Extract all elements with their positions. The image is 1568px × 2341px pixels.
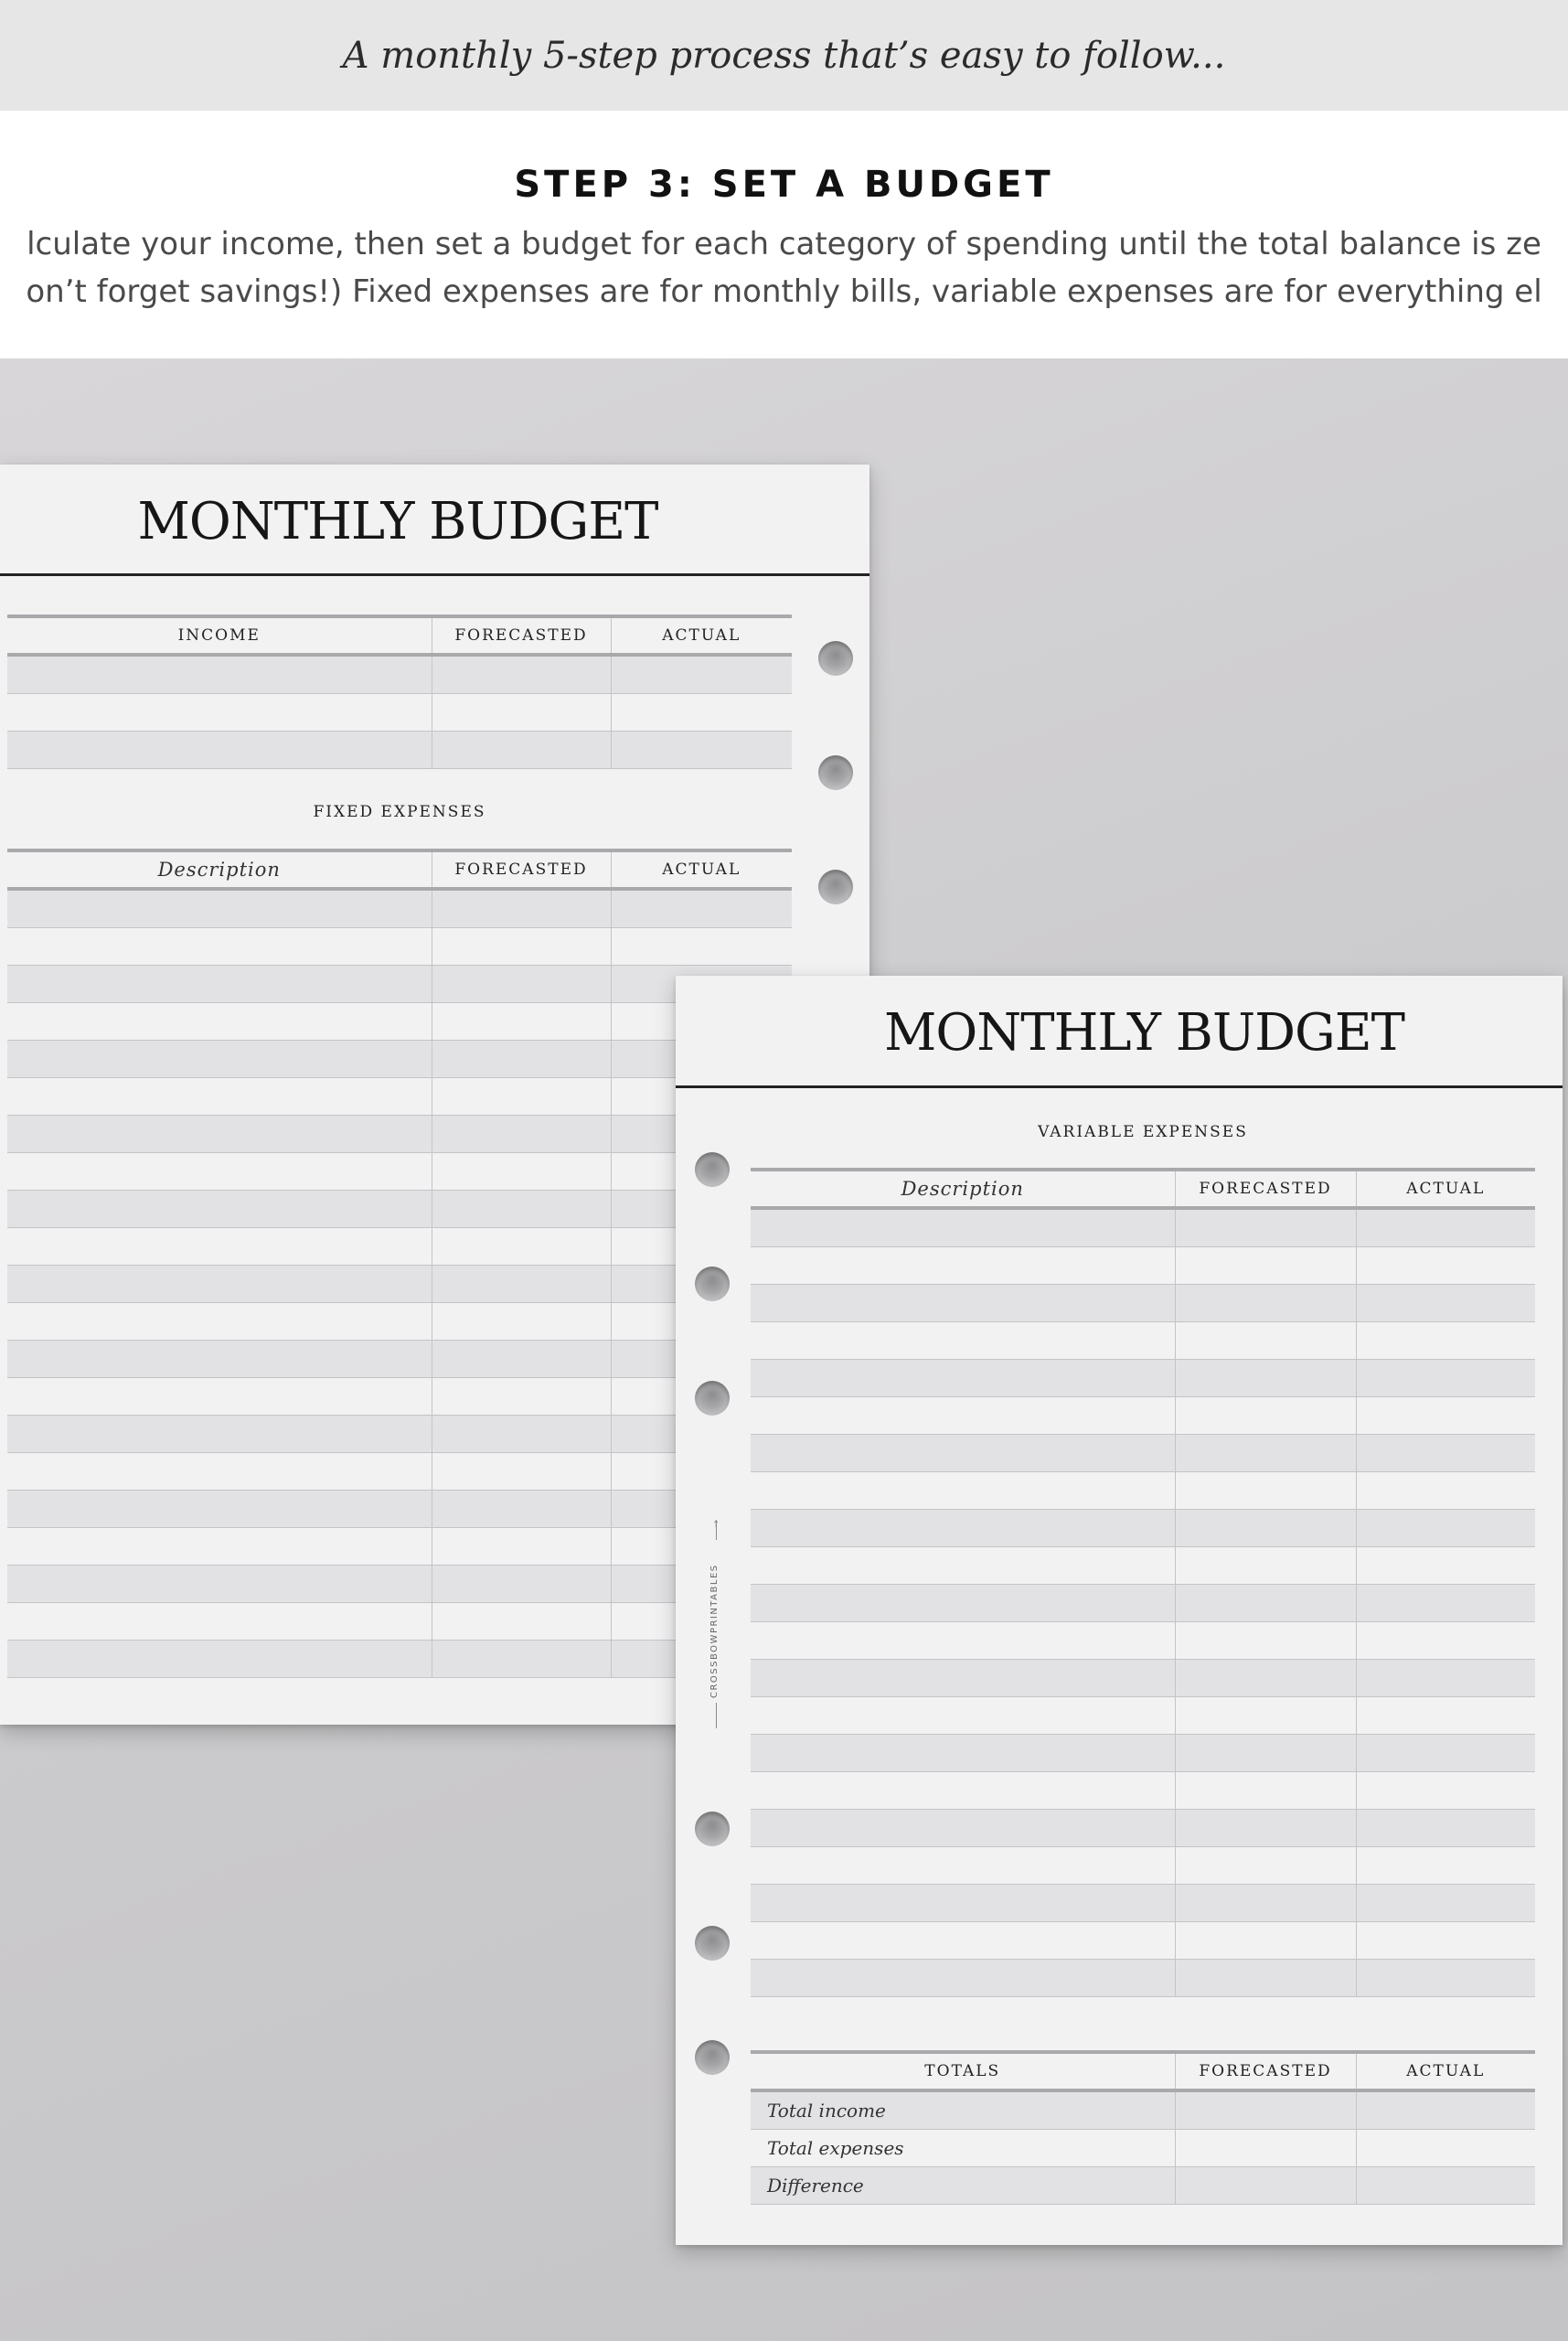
table-cell bbox=[7, 1566, 432, 1603]
totals-row-label: Total income bbox=[751, 2090, 1175, 2130]
table-cell bbox=[7, 966, 432, 1003]
table-cell bbox=[751, 1847, 1175, 1885]
table-cell bbox=[751, 1660, 1175, 1697]
top-banner bbox=[0, 0, 1568, 111]
table-cell bbox=[751, 1435, 1175, 1472]
table-cell bbox=[1356, 1360, 1535, 1397]
table-cell bbox=[1356, 1697, 1535, 1735]
sheet-title: MONTHLY BUDGET bbox=[137, 492, 658, 551]
table-cell bbox=[1175, 1585, 1356, 1622]
table-cell bbox=[7, 1116, 432, 1153]
totals-table-header bbox=[751, 2052, 1535, 2090]
table-cell bbox=[7, 1491, 432, 1528]
fixed-expenses-label: FIXED EXPENSES bbox=[313, 803, 486, 821]
binder-hole bbox=[818, 641, 853, 676]
table-row bbox=[751, 1922, 1535, 1960]
table-cell bbox=[1356, 1208, 1535, 1247]
table-cell bbox=[432, 1378, 611, 1416]
table-cell bbox=[432, 1453, 611, 1491]
table-row bbox=[7, 889, 792, 928]
table-cell bbox=[1175, 1247, 1356, 1285]
table-cell bbox=[1356, 1547, 1535, 1585]
table-cell bbox=[751, 1397, 1175, 1435]
table-cell bbox=[432, 1566, 611, 1603]
table-cell bbox=[432, 694, 611, 732]
forecasted-column-header: FORECASTED bbox=[432, 616, 611, 655]
table-cell bbox=[1356, 1735, 1535, 1772]
table-cell bbox=[751, 1510, 1175, 1547]
brand-arrow-icon: ↑ bbox=[712, 1520, 720, 1530]
table-cell bbox=[1356, 1847, 1535, 1885]
step-title: STEP 3: SET A BUDGET bbox=[514, 164, 1054, 206]
binder-hole bbox=[695, 1381, 730, 1416]
income-table bbox=[7, 615, 792, 769]
table-cell bbox=[7, 1641, 432, 1678]
fixed-expenses-table bbox=[7, 849, 792, 1678]
table-row bbox=[7, 1416, 792, 1453]
table-cell bbox=[432, 966, 611, 1003]
table-cell bbox=[751, 1622, 1175, 1660]
table-cell bbox=[432, 1078, 611, 1116]
table-cell bbox=[432, 732, 611, 769]
table-cell bbox=[432, 1041, 611, 1078]
table-row bbox=[751, 1472, 1535, 1510]
table-cell bbox=[751, 1360, 1175, 1397]
forecasted-column-header: FORECASTED bbox=[432, 850, 611, 889]
table-row bbox=[751, 1247, 1535, 1285]
table-row bbox=[7, 1378, 792, 1416]
table-cell bbox=[1356, 1660, 1535, 1697]
table-cell bbox=[7, 1003, 432, 1041]
table-cell bbox=[751, 1247, 1175, 1285]
table-row bbox=[751, 1397, 1535, 1435]
table-cell bbox=[1175, 1208, 1356, 1247]
table-cell bbox=[1175, 1622, 1356, 1660]
table-row bbox=[751, 1208, 1535, 1247]
table-cell bbox=[432, 928, 611, 966]
table-row bbox=[7, 1266, 792, 1303]
table-cell bbox=[1175, 2167, 1356, 2205]
table-cell bbox=[7, 1378, 432, 1416]
forecasted-column-header: FORECASTED bbox=[1175, 1170, 1356, 1208]
binder-hole bbox=[695, 2040, 730, 2075]
table-cell bbox=[7, 1153, 432, 1191]
table-cell bbox=[1356, 1510, 1535, 1547]
table-cell bbox=[432, 1303, 611, 1341]
table-row bbox=[751, 1360, 1535, 1397]
table-cell bbox=[751, 1697, 1175, 1735]
table-cell bbox=[1356, 2090, 1535, 2130]
brand-text-wrap bbox=[707, 1520, 727, 1730]
forecasted-column-header: FORECASTED bbox=[1175, 2052, 1356, 2090]
table-row bbox=[7, 1641, 792, 1678]
step-description-line-2 bbox=[0, 273, 1568, 310]
table-row bbox=[751, 1697, 1535, 1735]
table-row bbox=[7, 1191, 792, 1228]
table-row bbox=[751, 1772, 1535, 1810]
table-cell bbox=[432, 1228, 611, 1266]
description-column-header: Description bbox=[7, 850, 432, 889]
table-cell bbox=[1356, 1960, 1535, 1997]
table-row bbox=[751, 1510, 1535, 1547]
table-cell bbox=[1175, 1735, 1356, 1772]
totals-row-label: Total expenses bbox=[751, 2130, 1175, 2167]
table-row bbox=[751, 1322, 1535, 1360]
table-cell bbox=[7, 1041, 432, 1078]
binder-hole bbox=[695, 1267, 730, 1301]
table-cell bbox=[751, 1810, 1175, 1847]
description-column-header: Description bbox=[751, 1170, 1175, 1208]
actual-column-header: ACTUAL bbox=[611, 616, 792, 655]
table-cell bbox=[611, 694, 792, 732]
table-row bbox=[7, 1453, 792, 1491]
table-cell bbox=[1175, 1772, 1356, 1810]
table-row bbox=[7, 1528, 792, 1566]
table-cell bbox=[1175, 1960, 1356, 1997]
totals-table bbox=[751, 2050, 1535, 2205]
table-cell bbox=[1356, 1322, 1535, 1360]
table-cell bbox=[1356, 1772, 1535, 1810]
brand-tail-line bbox=[716, 1703, 717, 1728]
table-cell bbox=[1175, 1360, 1356, 1397]
table-cell bbox=[751, 1472, 1175, 1510]
title-rule bbox=[0, 573, 869, 576]
table-cell bbox=[432, 889, 611, 928]
table-row bbox=[7, 1303, 792, 1341]
table-row bbox=[7, 928, 792, 966]
table-cell bbox=[611, 889, 792, 928]
table-row bbox=[751, 1660, 1535, 1697]
step-description-line-1 bbox=[0, 226, 1568, 262]
binder-hole bbox=[695, 1926, 730, 1961]
table-cell bbox=[751, 1922, 1175, 1960]
table-cell bbox=[1175, 1922, 1356, 1960]
table-cell bbox=[7, 655, 432, 694]
table-cell bbox=[432, 1003, 611, 1041]
table-cell bbox=[432, 655, 611, 694]
table-cell bbox=[1175, 1885, 1356, 1922]
table-row bbox=[7, 1153, 792, 1191]
table-cell bbox=[7, 889, 432, 928]
table-cell bbox=[7, 732, 432, 769]
actual-column-header: ACTUAL bbox=[1356, 2052, 1535, 2090]
table-cell bbox=[1356, 2167, 1535, 2205]
table-cell bbox=[7, 928, 432, 966]
table-cell bbox=[432, 1491, 611, 1528]
variable-table-header bbox=[751, 1170, 1535, 1208]
step-description-text-2: on’t forget savings!) Fixed expenses are for monthly bills, variable expenses are for everything el bbox=[26, 273, 1542, 310]
table-row bbox=[751, 1585, 1535, 1622]
fixed-table-header bbox=[7, 850, 792, 889]
totals-row-income bbox=[751, 2090, 1535, 2130]
table-cell bbox=[611, 732, 792, 769]
table-cell bbox=[7, 1228, 432, 1266]
table-cell bbox=[7, 1341, 432, 1378]
table-cell bbox=[1175, 1322, 1356, 1360]
table-cell bbox=[1356, 1247, 1535, 1285]
table-cell bbox=[432, 1341, 611, 1378]
step-panel bbox=[0, 111, 1568, 358]
table-cell bbox=[7, 1528, 432, 1566]
table-cell bbox=[751, 1208, 1175, 1247]
income-column-header: INCOME bbox=[7, 616, 432, 655]
table-cell bbox=[7, 1416, 432, 1453]
table-row bbox=[7, 1341, 792, 1378]
table-cell bbox=[751, 1285, 1175, 1322]
actual-column-header: ACTUAL bbox=[611, 850, 792, 889]
table-row bbox=[751, 1810, 1535, 1847]
totals-row-expenses bbox=[751, 2130, 1535, 2167]
table-cell bbox=[1175, 1285, 1356, 1322]
binder-hole bbox=[695, 1812, 730, 1846]
table-cell bbox=[1175, 2130, 1356, 2167]
table-row bbox=[751, 1735, 1535, 1772]
table-cell bbox=[1175, 1510, 1356, 1547]
table-cell bbox=[7, 1453, 432, 1491]
table-cell bbox=[432, 1153, 611, 1191]
table-row bbox=[7, 1078, 792, 1116]
totals-column-header: TOTALS bbox=[751, 2052, 1175, 2090]
variable-expenses-table bbox=[751, 1168, 1535, 1997]
table-cell bbox=[432, 1641, 611, 1678]
table-cell bbox=[751, 1547, 1175, 1585]
table-cell bbox=[432, 1603, 611, 1641]
table-row bbox=[751, 1622, 1535, 1660]
table-row bbox=[7, 1491, 792, 1528]
totals-row-label: Difference bbox=[751, 2167, 1175, 2205]
table-row bbox=[7, 1116, 792, 1153]
table-cell bbox=[1356, 1885, 1535, 1922]
table-cell bbox=[751, 1735, 1175, 1772]
binder-hole bbox=[818, 755, 853, 790]
table-cell bbox=[1175, 1547, 1356, 1585]
table-cell bbox=[1175, 1847, 1356, 1885]
table-cell bbox=[751, 1960, 1175, 1997]
income-table-header bbox=[7, 616, 792, 655]
table-row bbox=[7, 655, 792, 694]
table-cell bbox=[7, 1078, 432, 1116]
table-cell bbox=[751, 1585, 1175, 1622]
table-cell bbox=[751, 1322, 1175, 1360]
table-cell bbox=[1175, 1472, 1356, 1510]
budget-sheet-variable bbox=[676, 976, 1563, 2245]
table-row bbox=[751, 1285, 1535, 1322]
table-cell bbox=[751, 1885, 1175, 1922]
table-row bbox=[751, 1547, 1535, 1585]
table-cell bbox=[7, 1603, 432, 1641]
table-cell bbox=[7, 1191, 432, 1228]
table-cell bbox=[1175, 1397, 1356, 1435]
step-description-text-1: lculate your income, then set a budget for each category of spending until the total balance is ze bbox=[27, 226, 1541, 262]
table-row bbox=[7, 1228, 792, 1266]
table-cell bbox=[432, 1528, 611, 1566]
table-cell bbox=[1356, 1435, 1535, 1472]
title-rule bbox=[676, 1085, 1563, 1088]
table-cell bbox=[1356, 2130, 1535, 2167]
table-row bbox=[7, 1003, 792, 1041]
totals-row-difference bbox=[751, 2167, 1535, 2205]
table-row bbox=[751, 1847, 1535, 1885]
table-row bbox=[751, 1885, 1535, 1922]
table-cell bbox=[1175, 2090, 1356, 2130]
variable-expenses-label: VARIABLE EXPENSES bbox=[1038, 1123, 1248, 1141]
table-cell bbox=[1175, 1810, 1356, 1847]
table-row bbox=[7, 694, 792, 732]
tagline: A monthly 5-step process that’s easy to follow... bbox=[342, 34, 1226, 77]
table-cell bbox=[1356, 1397, 1535, 1435]
table-cell bbox=[1356, 1922, 1535, 1960]
binder-hole bbox=[818, 870, 853, 904]
table-cell bbox=[1175, 1435, 1356, 1472]
table-cell bbox=[1175, 1697, 1356, 1735]
table-row bbox=[7, 966, 792, 1003]
table-row bbox=[751, 1960, 1535, 1997]
table-cell bbox=[7, 1266, 432, 1303]
table-cell bbox=[1356, 1810, 1535, 1847]
table-cell bbox=[7, 1303, 432, 1341]
table-cell bbox=[7, 694, 432, 732]
table-cell bbox=[432, 1191, 611, 1228]
binder-hole bbox=[695, 1152, 730, 1187]
table-row bbox=[7, 1566, 792, 1603]
brand-text: CROSSBOWPRINTABLES bbox=[709, 1564, 720, 1698]
table-row bbox=[7, 732, 792, 769]
table-cell bbox=[1356, 1285, 1535, 1322]
table-row bbox=[7, 1603, 792, 1641]
table-cell bbox=[611, 655, 792, 694]
table-cell bbox=[611, 928, 792, 966]
table-cell bbox=[1175, 1660, 1356, 1697]
table-cell bbox=[751, 1772, 1175, 1810]
table-row bbox=[7, 1041, 792, 1078]
actual-column-header: ACTUAL bbox=[1356, 1170, 1535, 1208]
table-cell bbox=[432, 1116, 611, 1153]
table-cell bbox=[1356, 1622, 1535, 1660]
table-cell bbox=[432, 1416, 611, 1453]
table-cell bbox=[1356, 1472, 1535, 1510]
table-row bbox=[751, 1435, 1535, 1472]
sheet-title: MONTHLY BUDGET bbox=[883, 1003, 1405, 1063]
table-cell bbox=[1356, 1585, 1535, 1622]
table-cell bbox=[432, 1266, 611, 1303]
brand-watermark bbox=[707, 1520, 727, 1730]
